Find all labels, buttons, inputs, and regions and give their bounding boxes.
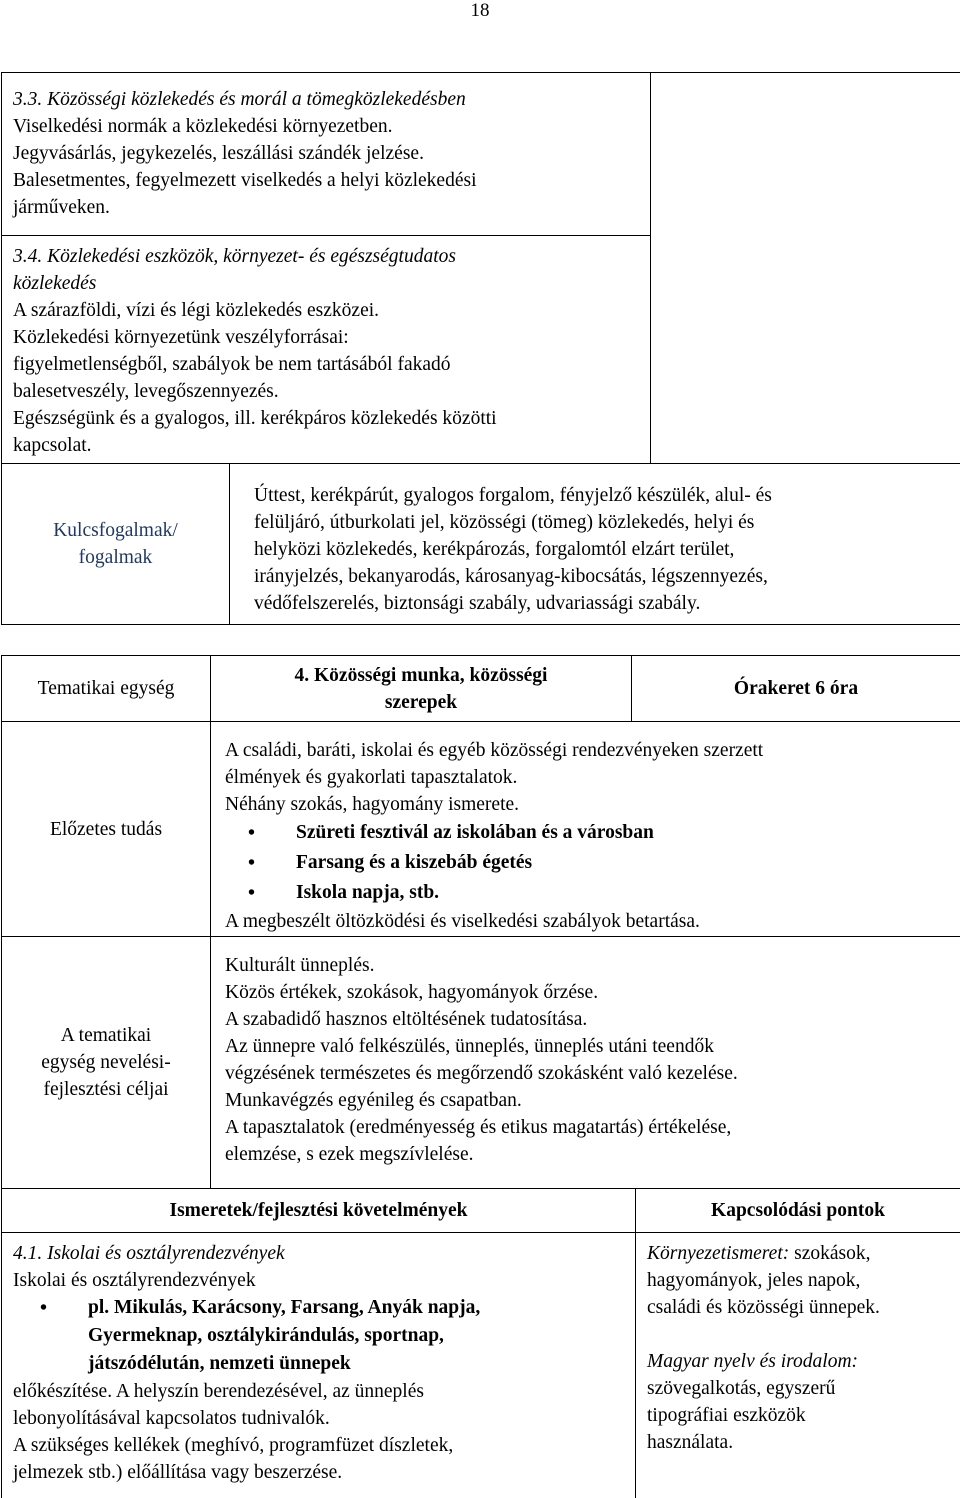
unit-title: szerepek bbox=[211, 689, 631, 716]
connections-cell bbox=[636, 1233, 960, 1498]
text-line: elemzése, s ezek megszívlelése. bbox=[225, 1141, 960, 1168]
key-concepts-label-cell bbox=[2, 464, 230, 625]
page-number: 18 bbox=[0, 0, 960, 22]
text-line: Az ünnepre való felkészülés, ünneplés, ünneplés utáni teendők bbox=[225, 1033, 960, 1060]
goals-cell bbox=[211, 937, 960, 1189]
text-line: Úttest, kerékpárút, gyalogos forgalom, fényjelző készülék, alul- és bbox=[254, 482, 960, 509]
text-line: Iskolai és osztályrendezvények bbox=[13, 1267, 635, 1294]
text-line: Közös értékek, szokások, hagyományok őrzése. bbox=[225, 979, 960, 1006]
text-line: Néhány szokás, hagyomány ismerete. bbox=[225, 791, 960, 818]
text-line: A megbeszélt öltözködési és viselkedési szabályok betartása. bbox=[225, 908, 960, 935]
text-line: élmények és gyakorlati tapasztalatok. bbox=[225, 764, 960, 791]
hours-cell bbox=[632, 656, 960, 722]
subject-name: Magyar nyelv és irodalom: bbox=[647, 1348, 960, 1375]
text-line: Gyermeknap, osztálykirándulás, sportnap, bbox=[88, 1322, 635, 1350]
text-line: irányjelzés, bekanyarodás, károsanyag-kibocsátás, légszennyezés, bbox=[254, 563, 960, 590]
key-concepts-label: Kulcsfogalmak/ bbox=[2, 517, 229, 544]
text-line: A szükséges kellékek (meghívó, programfüzet díszletek, bbox=[13, 1432, 635, 1459]
text-line: családi és közösségi ünnepek. bbox=[647, 1294, 960, 1321]
list-item: • Farsang és a kiszebáb égetés bbox=[296, 848, 960, 878]
section-3-4-title: 3.4. Közlekedési eszközök, környezet- és egészségtudatos bbox=[13, 243, 650, 270]
section-3-4-cell bbox=[2, 236, 651, 464]
connections-header: Kapcsolódási pontok bbox=[711, 1200, 885, 1221]
list-item: • Szüreti fesztivál az iskolában és a városban bbox=[296, 818, 960, 848]
text-line: jelmezek stb.) előállítása vagy beszerzése. bbox=[13, 1459, 635, 1486]
hours-label: Órakeret 6 óra bbox=[734, 678, 858, 699]
text-line: Balesetmentes, fegyelmezett viselkedés a helyi közlekedési bbox=[13, 167, 650, 194]
goals-label: egység nevelési- bbox=[2, 1049, 210, 1076]
text-line: kapcsolat. bbox=[13, 432, 650, 459]
section-3-3-title: 3.3. Közösségi közlekedés és morál a tömegközlekedésben bbox=[13, 86, 650, 113]
text-line: Közlekedési környezetünk veszélyforrásai: bbox=[13, 324, 650, 351]
prior-knowledge-label: Előzetes tudás bbox=[50, 819, 162, 840]
text-line: hagyományok, jeles napok, bbox=[647, 1267, 960, 1294]
text-line: előkészítése. A helyszín berendezésével, az ünneplés bbox=[13, 1378, 635, 1405]
empty-right-cell bbox=[651, 73, 960, 464]
unit-title: 4. Közösségi munka, közösségi bbox=[211, 662, 631, 689]
text-line: figyelmetlenségből, szabályok be nem tartásából fakadó bbox=[13, 351, 650, 378]
text-line: Viselkedési normák a közlekedési környezetben. bbox=[13, 113, 650, 140]
prior-bullet-list bbox=[225, 818, 960, 908]
text-line: helyközi közlekedés, kerékpározás, forgalomtól elzárt terület, bbox=[254, 536, 960, 563]
text-fragment: szokások, bbox=[789, 1243, 870, 1264]
traffic-section-table bbox=[1, 72, 960, 625]
text-line: szövegalkotás, egyszerű bbox=[647, 1375, 960, 1402]
text-line: Munkavégzés egyénileg és csapatban. bbox=[225, 1087, 960, 1114]
prior-knowledge-cell bbox=[211, 722, 960, 937]
list-item bbox=[88, 1294, 635, 1378]
text-line: tipográfiai eszközök bbox=[647, 1402, 960, 1429]
section-3-3-cell bbox=[2, 73, 651, 236]
key-concepts-text-cell bbox=[230, 464, 960, 625]
text-line: játszódélután, nemzeti ünnepek bbox=[88, 1350, 635, 1378]
goals-label-cell bbox=[2, 937, 211, 1189]
text-line: Kulturált ünneplés. bbox=[225, 952, 960, 979]
unit-label: Tematikai egység bbox=[38, 678, 175, 699]
text-line: használata. bbox=[647, 1429, 960, 1456]
text-line: A szárazföldi, vízi és légi közlekedés eszközei. bbox=[13, 297, 650, 324]
text-line: védőfelszerelés, biztonsági szabály, udvariassági szabály. bbox=[254, 590, 960, 617]
goals-label: fejlesztési céljai bbox=[2, 1076, 210, 1103]
section-4-1-title: 4.1. Iskolai és osztályrendezvények bbox=[13, 1240, 635, 1267]
text-line: A szabadidő hasznos eltöltésének tudatosítása. bbox=[225, 1006, 960, 1033]
section-3-4-title: közlekedés bbox=[13, 270, 650, 297]
thematic-unit-table bbox=[1, 655, 960, 1498]
requirements-header-cell bbox=[2, 1189, 636, 1233]
prior-knowledge-label-cell bbox=[2, 722, 211, 937]
connections-header-cell bbox=[636, 1189, 960, 1233]
list-item: • Iskola napja, stb. bbox=[296, 878, 960, 908]
text-line: lebonyolításával kapcsolatos tudnivalók. bbox=[13, 1405, 635, 1432]
text-line: Egészségünk és a gyalogos, ill. kerékpáros közlekedés közötti bbox=[13, 405, 650, 432]
text-line: járműveken. bbox=[13, 194, 650, 221]
text-line: A tapasztalatok (eredményesség és etikus magatartás) értékelése, bbox=[225, 1114, 960, 1141]
key-concepts-label: fogalmak bbox=[2, 544, 229, 571]
unit-label-cell bbox=[2, 656, 211, 722]
unit-title-cell bbox=[211, 656, 632, 722]
text-line: • pl. Mikulás, Karácsony, Farsang, Anyák napja, bbox=[88, 1294, 635, 1322]
events-bullet-list bbox=[13, 1294, 635, 1378]
text-line: Jegyvásárlás, jegykezelés, leszállási szándék jelzése. bbox=[13, 140, 650, 167]
requirements-header: Ismeretek/fejlesztési követelmények bbox=[170, 1200, 468, 1221]
text-line: A családi, baráti, iskolai és egyéb közösségi rendezvényeken szerzett bbox=[225, 737, 960, 764]
text-line: végzésének természetes és megőrzendő szokásként való kezelése. bbox=[225, 1060, 960, 1087]
text-line: balesetveszély, levegőszennyezés. bbox=[13, 378, 650, 405]
text-line bbox=[647, 1240, 960, 1267]
spacer bbox=[647, 1321, 960, 1348]
subject-name: Környezetismeret: bbox=[647, 1243, 789, 1264]
text-line: felüljáró, útburkolati jel, közösségi (tömeg) közlekedés, helyi és bbox=[254, 509, 960, 536]
requirements-cell bbox=[2, 1233, 636, 1498]
goals-label: A tematikai bbox=[2, 1022, 210, 1049]
